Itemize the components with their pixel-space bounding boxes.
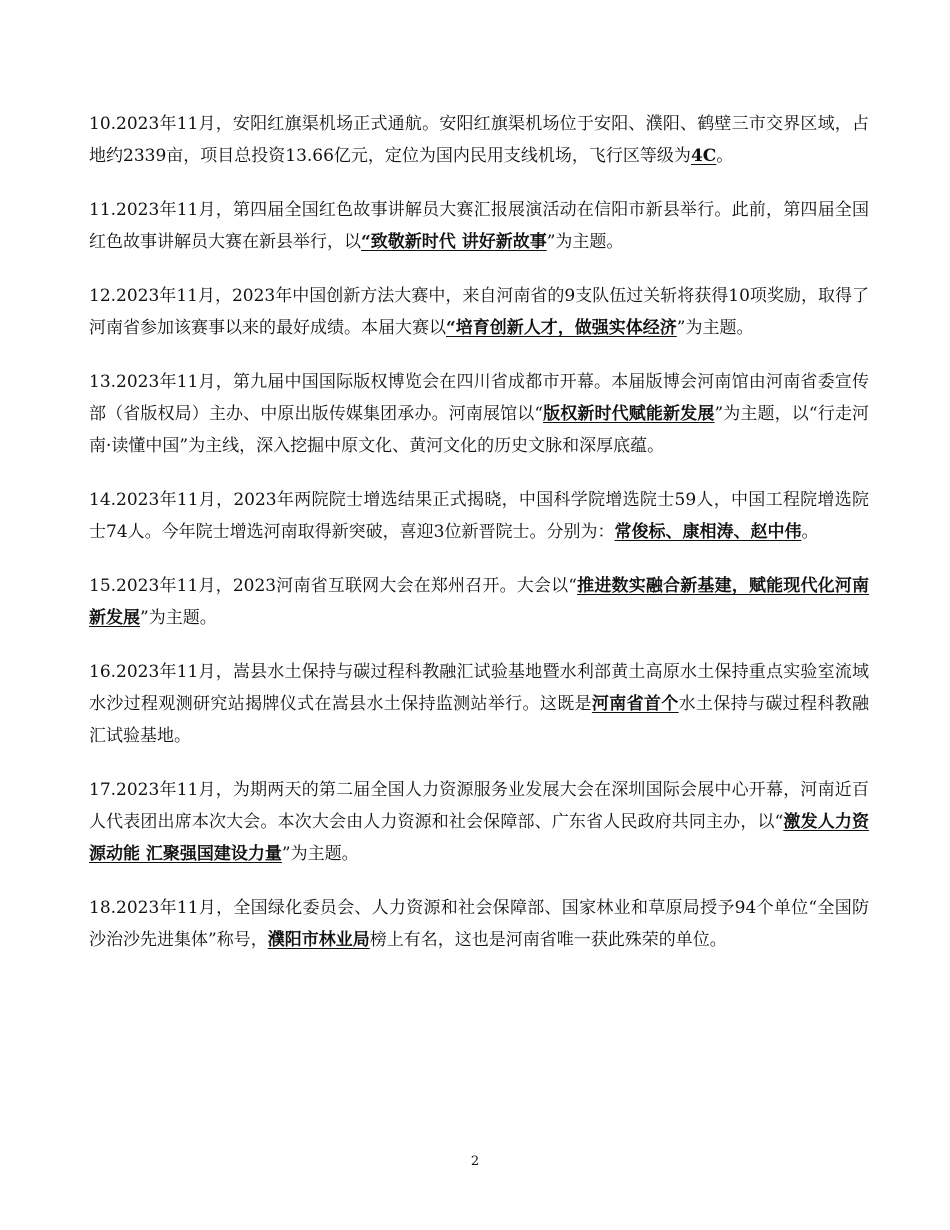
list-item [89,194,869,258]
answer-highlight: 版权新时代赋能新发展 [543,404,715,424]
list-item [89,774,869,870]
answer-highlight: “培育创新人才，做强实体经济 [446,318,677,338]
item-text: ”为主题。 [676,318,754,338]
item-text: ”为主题。 [546,232,624,252]
item-text: 13.2023年11月，第九届中国国际版权博览会在四川省成都市开幕。本届版博会河南馆由河南省委宣传部（省版权局）主办、中原出版传媒集团承办。河南展馆以“ [89,372,869,424]
list-item [89,108,869,172]
item-text: ”为主题。 [140,608,217,628]
item-text: 14.2023年11月，2023年两院院士增选结果正式揭晓，中国科学院增选院士59人，中国工程院增选院士74人。今年院士增选河南取得新突破，喜迎3位新晋院士。分别为： [89,490,869,542]
item-text: 水土保持与碳过程科教融汇试验基地。 [89,694,870,746]
item-text: 11.2023年11月，第四届全国红色故事讲解员大赛汇报展演活动在信阳市新县举行。此前，第四届全国红色故事讲解员大赛在新县举行，以 [89,200,869,252]
list-item [89,366,869,462]
list-item [89,892,869,956]
item-text: 。 [801,522,819,542]
answer-highlight: 濮阳市林业局 [267,930,370,950]
item-text: 10.2023年11月，安阳红旗渠机场正式通航。安阳红旗渠机场位于安阳、濮阳、鹤壁三市交界区域，占地约2339亩，项目总投资13.66亿元，定位为国内民用支线机场，飞行区等级为 [89,114,869,166]
list-item [89,570,869,634]
item-text: 16.2023年11月，嵩县水土保持与碳过程科教融汇试验基地暨水利部黄土高原水土保持重点实验室流域水沙过程观测研究站揭牌仪式在嵩县水土保持监测站举行。这既是 [89,662,869,714]
item-text: 榜上有名，这也是河南省唯一获此殊荣的单位。 [369,930,727,950]
item-text: 。 [716,146,734,166]
answer-highlight: 常俊标、康相涛、赵中伟 [614,522,802,542]
answer-highlight: 4C [690,146,717,166]
item-text: 12.2023年11月，2023年中国创新方法大赛中，来自河南省的9支队伍过关斩将获得10项奖励，取得了河南省参加该赛事以来的最好成绩。本届大赛以 [89,286,869,338]
list-item [89,656,869,752]
page-number: 2 [470,1154,480,1169]
list-item [89,280,869,344]
answer-highlight: 激发人力资源动能 汇聚强国建设力量 [89,812,869,864]
item-text: 15.2023年11月，2023河南省互联网大会在郑州召开。大会以“ [89,576,577,596]
list-item [89,484,869,548]
answer-highlight: 河南省首个 [591,694,679,714]
item-text: 18.2023年11月，全国绿化委员会、人力资源和社会保障部、国家林业和草原局授予94个单位“全国防沙治沙先进集体”称号， [89,898,869,950]
item-text: ”为主题。 [281,844,359,864]
item-text: 17.2023年11月，为期两天的第二届全国人力资源服务业发展大会在深圳国际会展中心开幕，河南近百人代表团出席本次大会。本次大会由人力资源和社会保障部、广东省人民政府共同主办，以“ [89,780,869,832]
question-list [89,108,869,978]
answer-highlight: “致敬新时代 讲好新故事 [361,232,547,252]
item-text: ”为主题，以“行走河南·读懂中国”为主线，深入挖掘中原文化、黄河文化的历史文脉和深厚底蕴。 [89,404,869,456]
answer-highlight: 推进数实融合新基建，赋能现代化河南新发展 [89,576,870,628]
